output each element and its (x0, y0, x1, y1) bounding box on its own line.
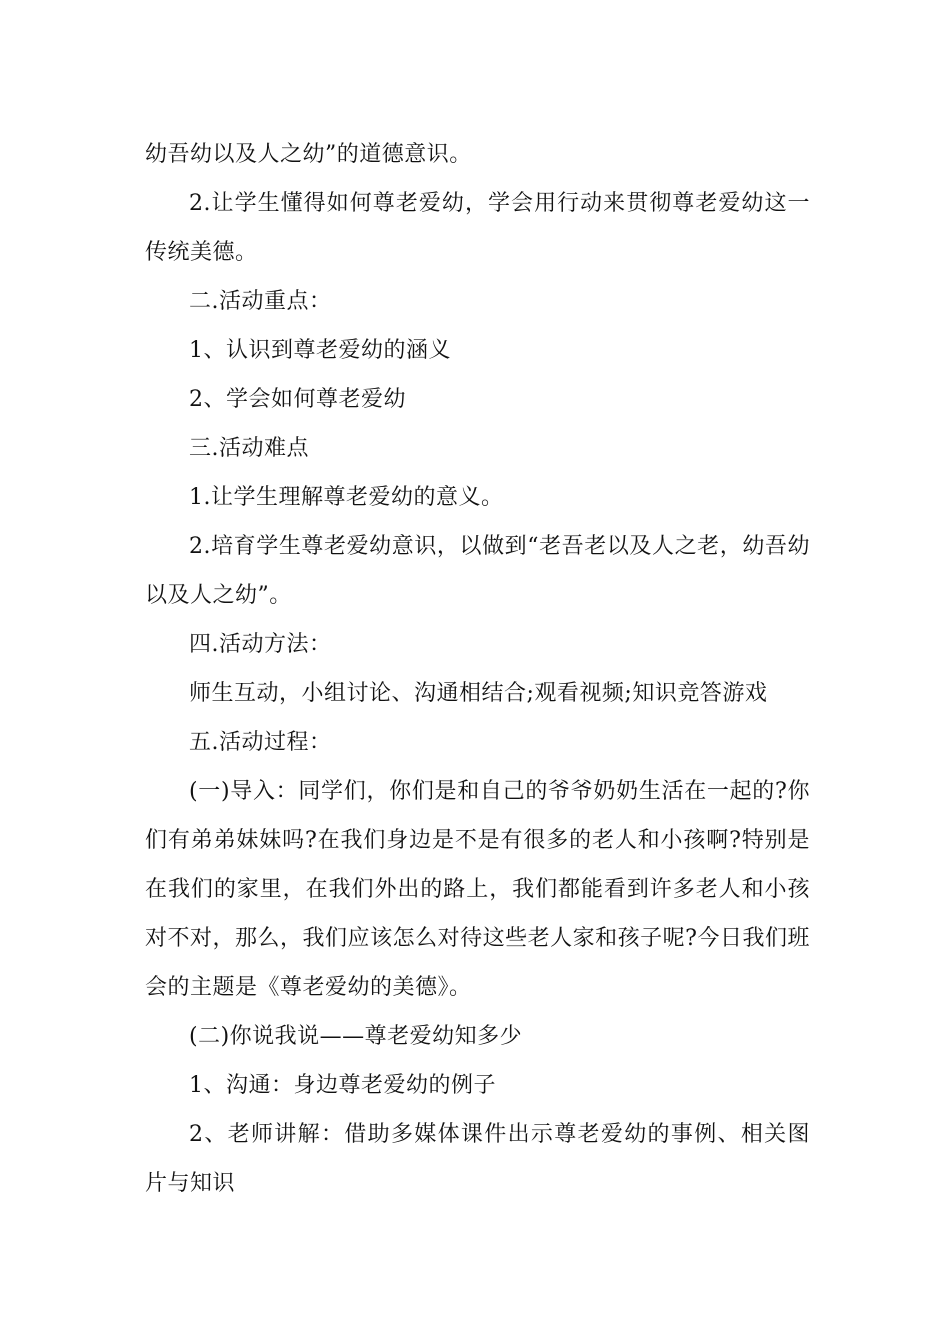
section-heading: 五.活动过程： (189, 730, 332, 755)
list-item: 1、沟通：身边尊老爱幼的例子 (189, 1073, 496, 1098)
section-heading: 三.活动难点 (189, 436, 309, 461)
list-item: 1、认识到尊老爱幼的涵义 (189, 338, 451, 363)
section-heading: 四.活动方法： (189, 632, 332, 657)
paragraph: 2.让学生懂得如何尊老爱幼，学会用行动来贯彻尊老爱幼这一传统美德。 (145, 191, 810, 265)
subsection-heading: (二)你说我说——尊老爱幼知多少 (189, 1024, 523, 1049)
list-item: 2、老师讲解：借助多媒体课件出示尊老爱幼的事例、相关图片与知识 (145, 1122, 810, 1196)
paragraph: 师生互动，小组讨论、沟通相结合;观看视频;知识竞答游戏 (189, 681, 768, 706)
paragraph: 幼吾幼以及人之幼”的道德意识。 (145, 142, 472, 167)
list-item: 2、学会如何尊老爱幼 (189, 387, 406, 412)
paragraph: (一)导入：同学们，你们是和自己的爷爷奶奶生活在一起的?你们有弟弟妹妹吗?在我们身边是不是有很多的老人和小孩啊?特别是在我们的家里，在我们外出的路上，我们都能看到许多老人和小孩对不对，那么，我们应该怎么对待这些老人家和孩子呢?今日我们班会的主题是《尊老爱幼的美德》。 (145, 779, 810, 1000)
document-body (145, 130, 810, 1208)
list-item: 1.让学生理解尊老爱幼的意义。 (189, 485, 504, 510)
list-item: 2.培育学生尊老爱幼意识，以做到“老吾老以及人之老，幼吾幼以及人之幼”。 (145, 534, 810, 608)
section-heading: 二.活动重点： (189, 289, 332, 314)
